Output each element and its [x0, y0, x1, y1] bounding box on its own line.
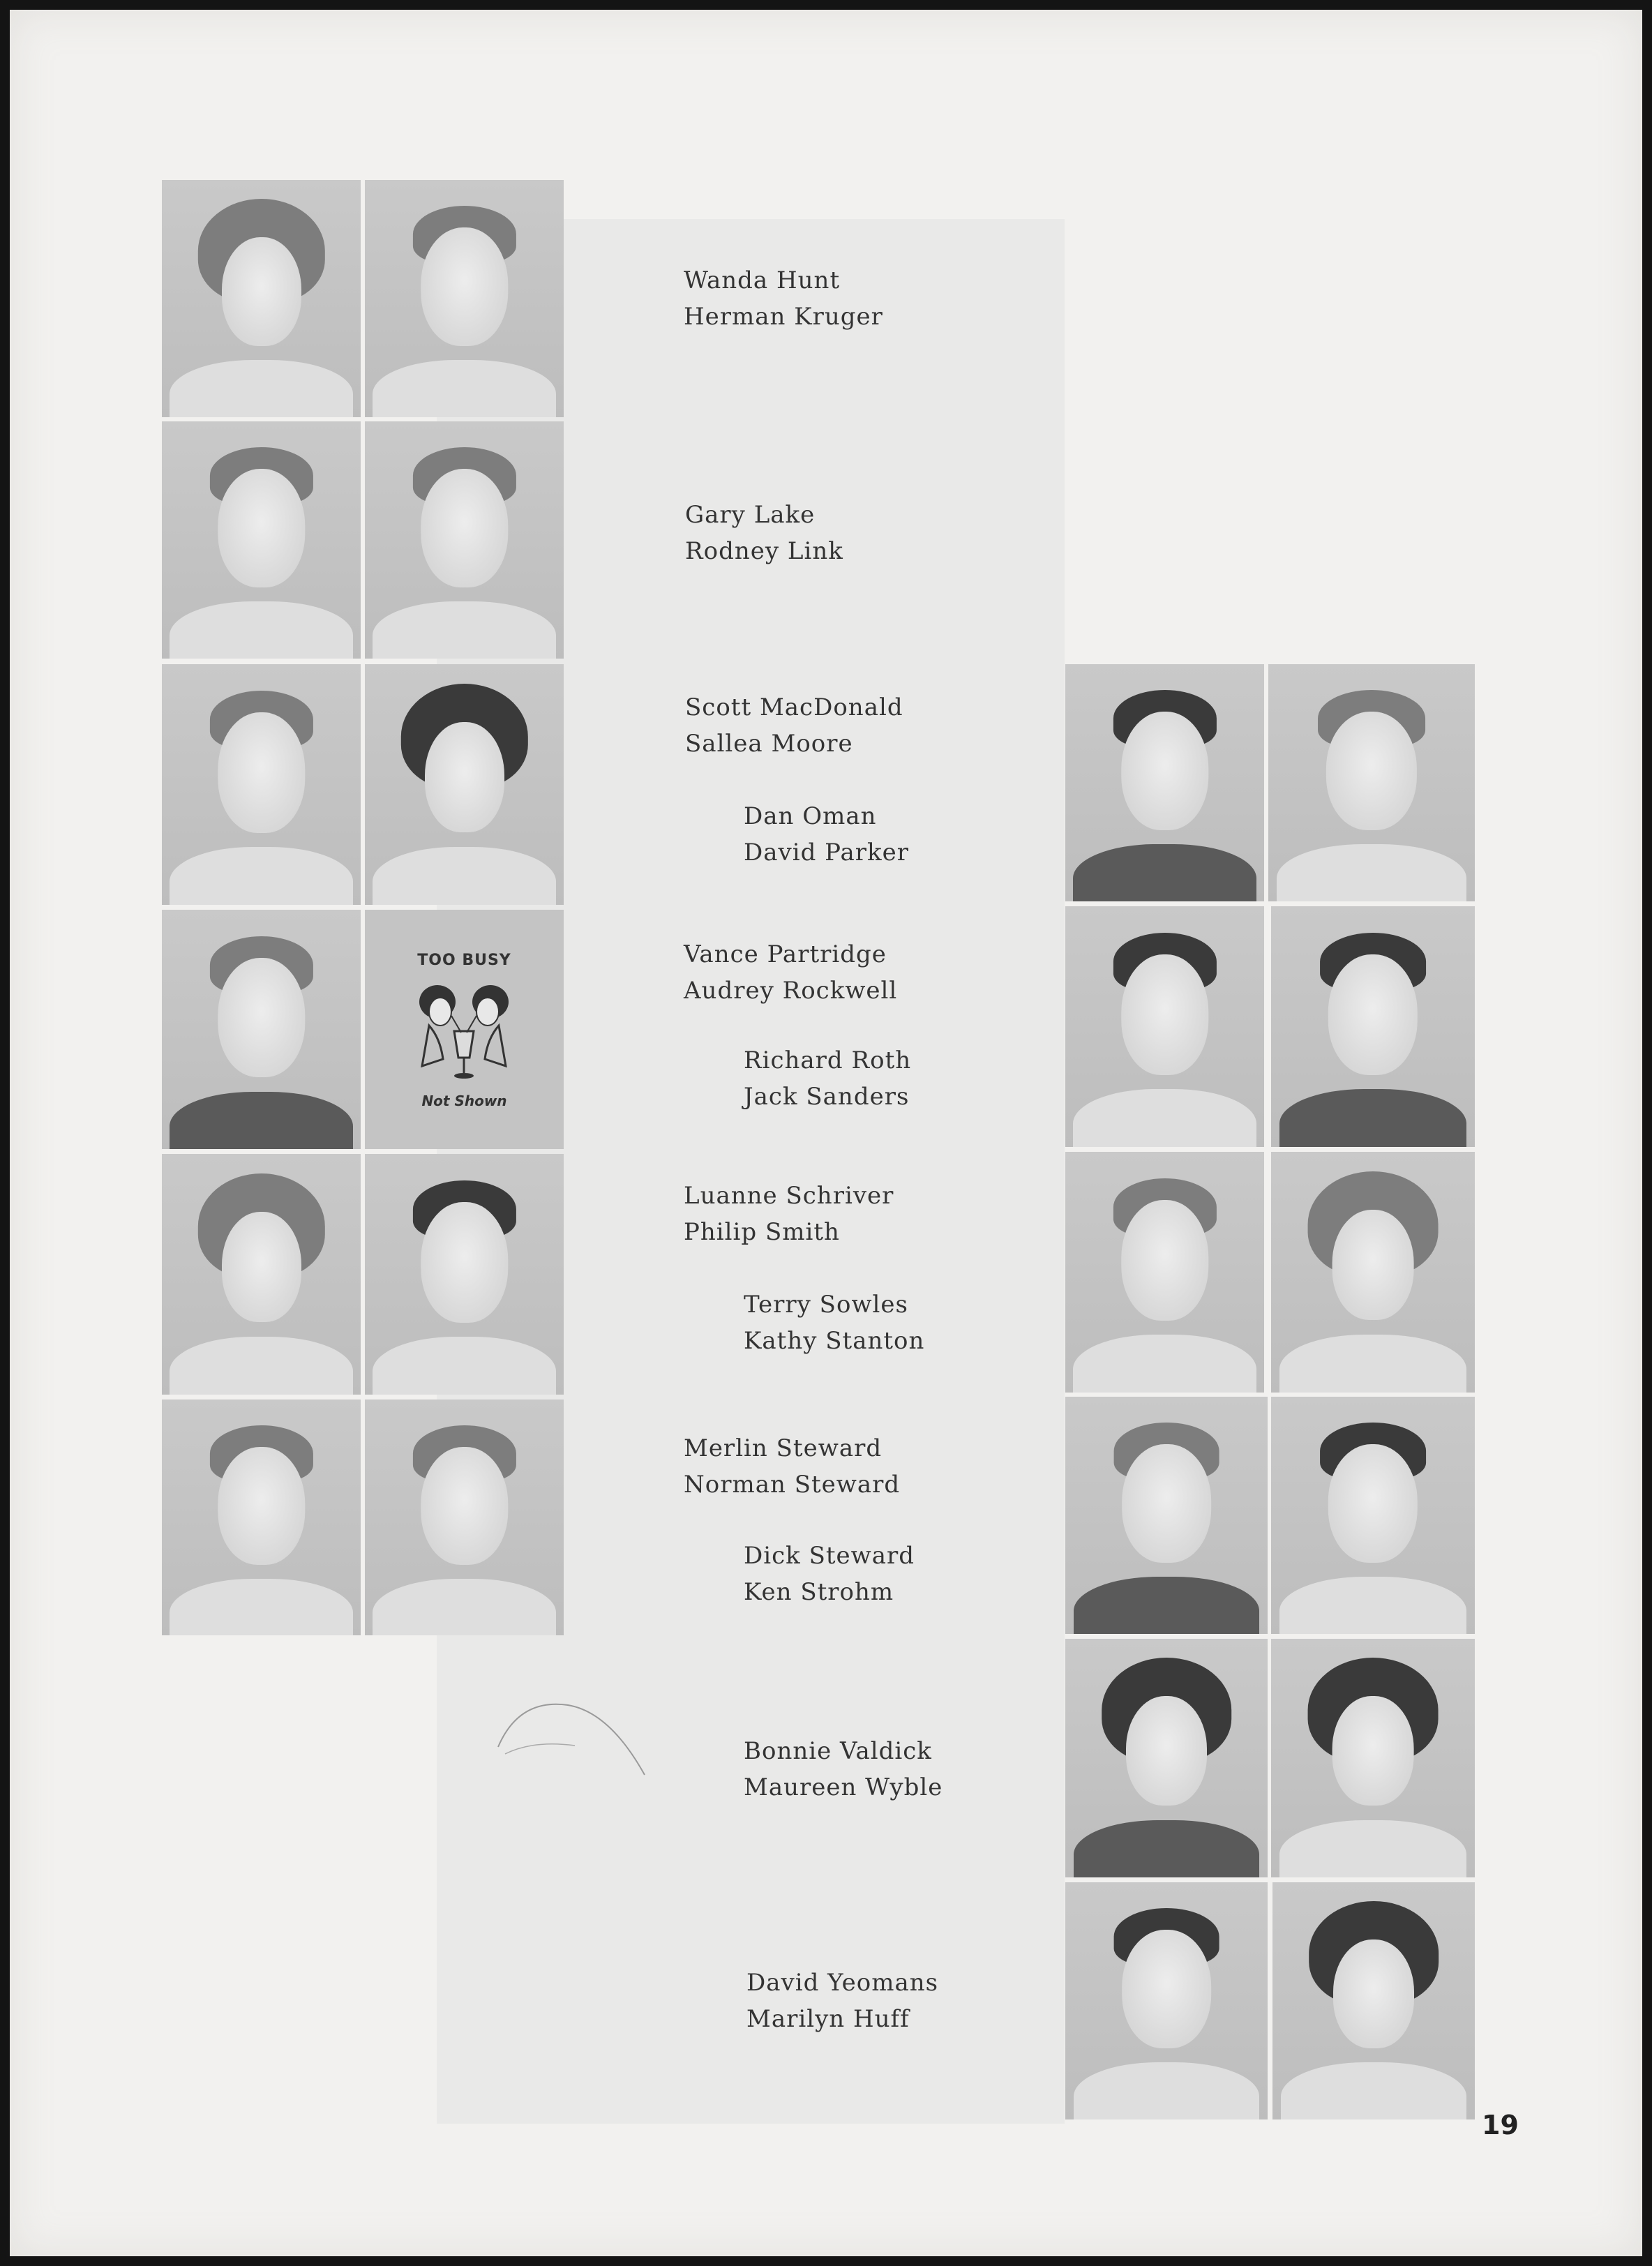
portrait-richard-roth	[1065, 906, 1264, 1147]
page-number: 19	[1482, 2110, 1519, 2140]
portrait-merlin-steward	[162, 1400, 361, 1635]
portrait-philip-smith	[365, 1154, 564, 1395]
name-philip-smith: Philip Smith	[684, 1218, 840, 1246]
name-vance-partridge: Vance Partridge	[684, 940, 887, 968]
portrait-ken-strohm	[1271, 1397, 1475, 1634]
name-wanda-hunt: Wanda Hunt	[684, 267, 841, 294]
name-sallea-moore: Sallea Moore	[685, 730, 853, 758]
name-dan-oman: Dan Oman	[744, 802, 877, 830]
name-rodney-link: Rodney Link	[685, 537, 843, 565]
portrait-marilyn-huff	[1272, 1882, 1475, 2119]
name-audrey-rockwell: Audrey Rockwell	[684, 977, 898, 1005]
portrait-david-yeomans	[1065, 1882, 1268, 2119]
portrait-david-parker	[1268, 664, 1475, 901]
name-norman-steward: Norman Steward	[684, 1471, 901, 1499]
name-jack-sanders: Jack Sanders	[744, 1083, 910, 1111]
name-david-parker: David Parker	[744, 839, 910, 866]
portrait-dan-oman	[1065, 664, 1264, 901]
portrait-bonnie-valdick	[1065, 1639, 1268, 1877]
name-david-yeomans: David Yeomans	[746, 1969, 939, 1997]
name-maureen-wyble: Maureen Wyble	[744, 1773, 943, 1801]
portrait-norman-steward	[365, 1400, 564, 1635]
portrait-maureen-wyble	[1271, 1639, 1475, 1877]
name-bonnie-valdick: Bonnie Valdick	[744, 1737, 932, 1765]
portrait-luanne-schriver	[162, 1154, 361, 1395]
portrait-sallea-moore	[365, 664, 564, 905]
portrait-kathy-stanton	[1271, 1152, 1475, 1393]
portrait-terry-sowles	[1065, 1152, 1264, 1393]
portrait-gary-lake	[162, 421, 361, 659]
name-gary-lake: Gary Lake	[685, 501, 816, 529]
name-luanne-schriver: Luanne Schriver	[684, 1182, 894, 1210]
yearbook-page	[10, 10, 1642, 2256]
name-kathy-stanton: Kathy Stanton	[744, 1327, 925, 1355]
not-shown-placeholder	[365, 910, 564, 1149]
pencil-mark	[491, 1691, 673, 1789]
name-richard-roth: Richard Roth	[744, 1046, 912, 1074]
milkshake-couple-icon	[408, 975, 520, 1087]
portrait-dick-steward	[1065, 1397, 1268, 1634]
name-ken-strohm: Ken Strohm	[744, 1578, 894, 1606]
not-shown-label: Not Shown	[421, 1093, 507, 1109]
portrait-scott-macdonald	[162, 664, 361, 905]
name-herman-kruger: Herman Kruger	[684, 303, 883, 331]
name-dick-steward: Dick Steward	[744, 1542, 915, 1570]
portrait-vance-partridge	[162, 910, 361, 1149]
name-scott-macdonald: Scott MacDonald	[685, 693, 903, 721]
name-terry-sowles: Terry Sowles	[744, 1291, 908, 1319]
portrait-herman-kruger	[365, 180, 564, 417]
name-merlin-steward: Merlin Steward	[684, 1434, 883, 1462]
too-busy-label: TOO BUSY	[417, 952, 511, 969]
portrait-jack-sanders	[1271, 906, 1475, 1147]
name-marilyn-huff: Marilyn Huff	[746, 2005, 910, 2033]
portrait-wanda-hunt	[162, 180, 361, 417]
portrait-rodney-link	[365, 421, 564, 659]
